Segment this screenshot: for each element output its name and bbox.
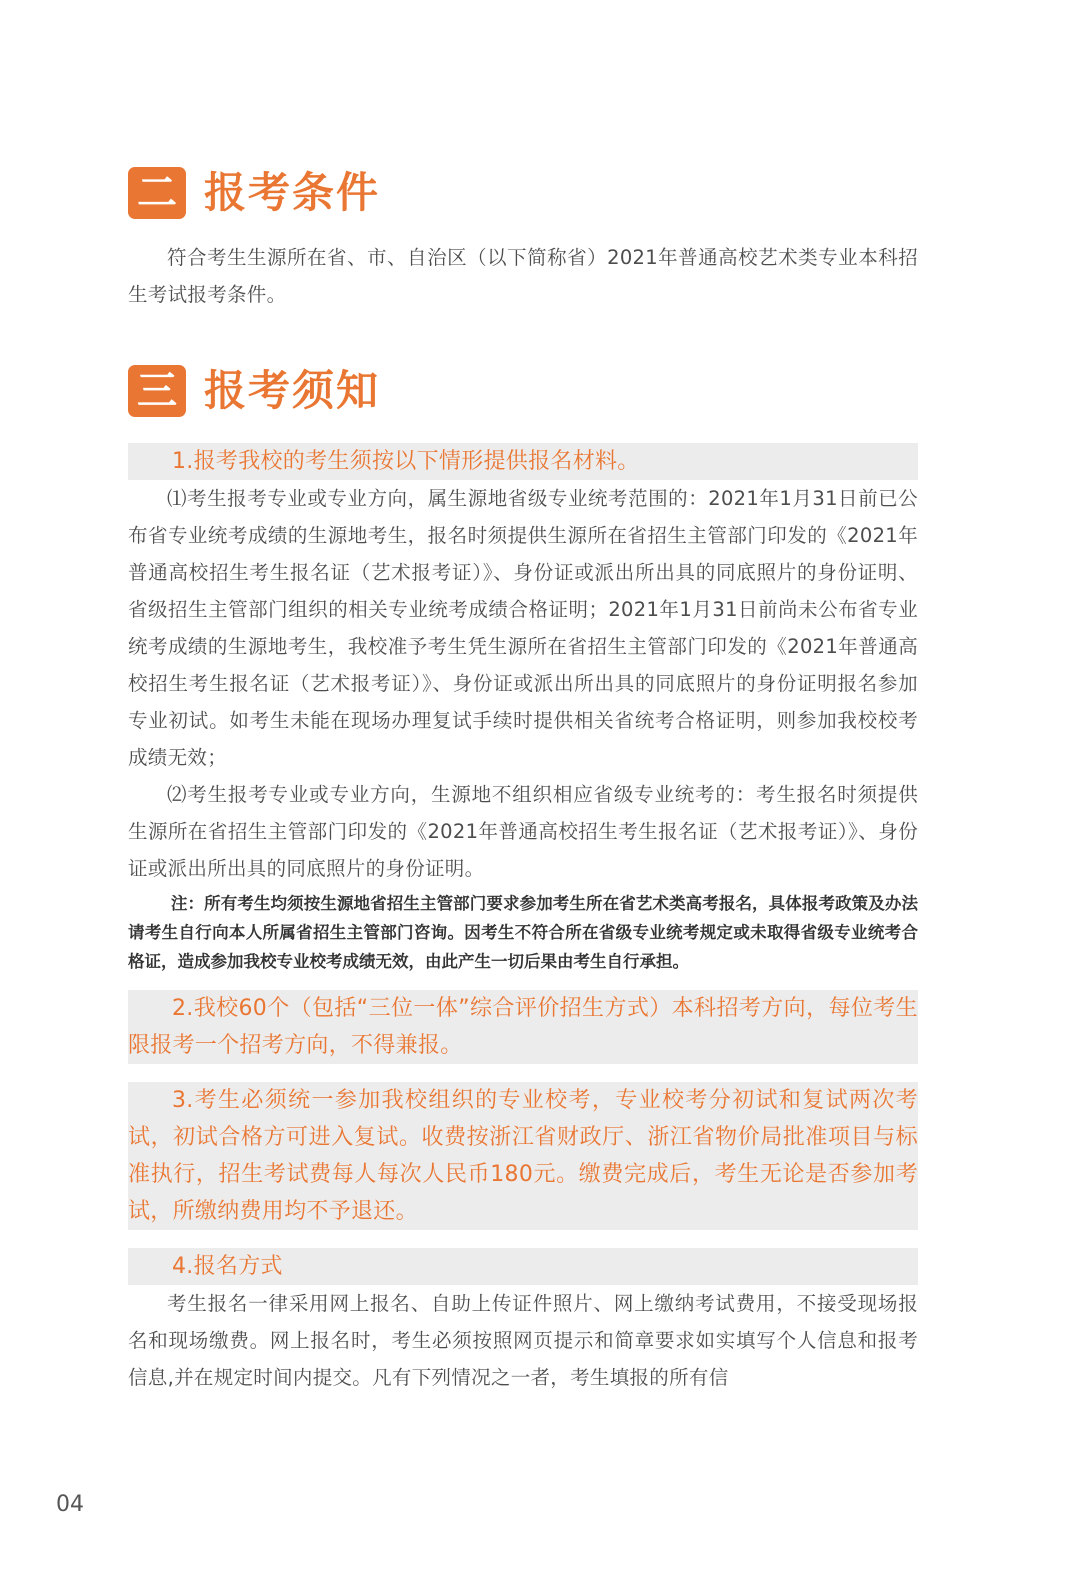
item-4-heading: 4.报名方式 xyxy=(128,1248,918,1285)
section-2-title: 报考条件 xyxy=(204,168,381,217)
item-4-body: 考生报名一律采用网上报名、自助上传证件照片、网上缴纳考试费用，不接受现场报名和现场缴费。网上报名时，考生必须按照网页提示和简章要求如实填写个人信息和报考信息,并在规定时间内提交。凡有下列情况之一者，考生填报的所有信 xyxy=(128,1292,918,1389)
page-number: 04 xyxy=(56,1492,84,1517)
item-1-note: 注：所有考生均须按生源地省招生主管部门要求参加考生所在省艺术类高考报名，具体报考政策及办法请考生自行向本人所属省招生主管部门咨询。因考生不符合所在省级专业统考规定或未取得省级专业统考合格证，造成参加我校专业校考成绩无效，由此产生一切后果由考生自行承担。 xyxy=(128,894,918,971)
section-2-heading xyxy=(128,165,918,221)
section-3-title: 报考须知 xyxy=(204,366,381,415)
section-3-heading xyxy=(128,363,918,419)
item-1-paragraph-1: ⑴考生报考专业或专业方向，属生源地省级专业统考范围的：2021年1月31日前已公布省专业统考成绩的生源地考生，报名时须提供生源所在省招生主管部门印发的《2021年普通高校招生考生报名证（艺术报考证）》、身份证或派出所出具的同底照片的身份证明、省级招生主管部门组织的相关专业统考成绩合格证明；2021年1月31日前尚未公布省专业统考成绩的生源地考生，我校准予考生凭生源所在省招生主管部门印发的《2021年普通高校招生考生报名证（艺术报考证）》、身份证或派出所出具的同底照片的身份证明报名参加专业初试。如考生未能在现场办理复试手续时提供相关省统考合格证明，则参加我校校考成绩无效； xyxy=(128,487,918,769)
item-3-highlight: 3.考生必须统一参加我校组织的专业校考，专业校考分初试和复试两次考试，初试合格方可进入复试。收费按浙江省财政厅、浙江省物价局批准项目与标准执行，招生考试费每人每次人民币180元。缴费完成后，考生无论是否参加考试，所缴纳费用均不予退还。 xyxy=(128,1082,918,1230)
section-2-body: 符合考生生源所在省、市、自治区（以下简称省）2021年普通高校艺术类专业本科招生考试报考条件。 xyxy=(128,246,918,306)
page-content xyxy=(128,165,918,1396)
item-1-heading: 1.报考我校的考生须按以下情形提供报名材料。 xyxy=(128,443,918,480)
section-2-number-badge: 二 xyxy=(128,167,186,219)
item-2-highlight: 2.我校60个（包括“三位一体”综合评价招生方式）本科招考方向，每位考生限报考一个招考方向，不得兼报。 xyxy=(128,990,918,1064)
section-3-number-badge: 三 xyxy=(128,365,186,417)
item-1-paragraph-2: ⑵考生报考专业或专业方向，生源地不组织相应省级专业统考的：考生报名时须提供生源所在省招生主管部门印发的《2021年普通高校招生考生报名证（艺术报考证）》、身份证或派出所出具的同底照片的身份证明。 xyxy=(128,783,918,880)
